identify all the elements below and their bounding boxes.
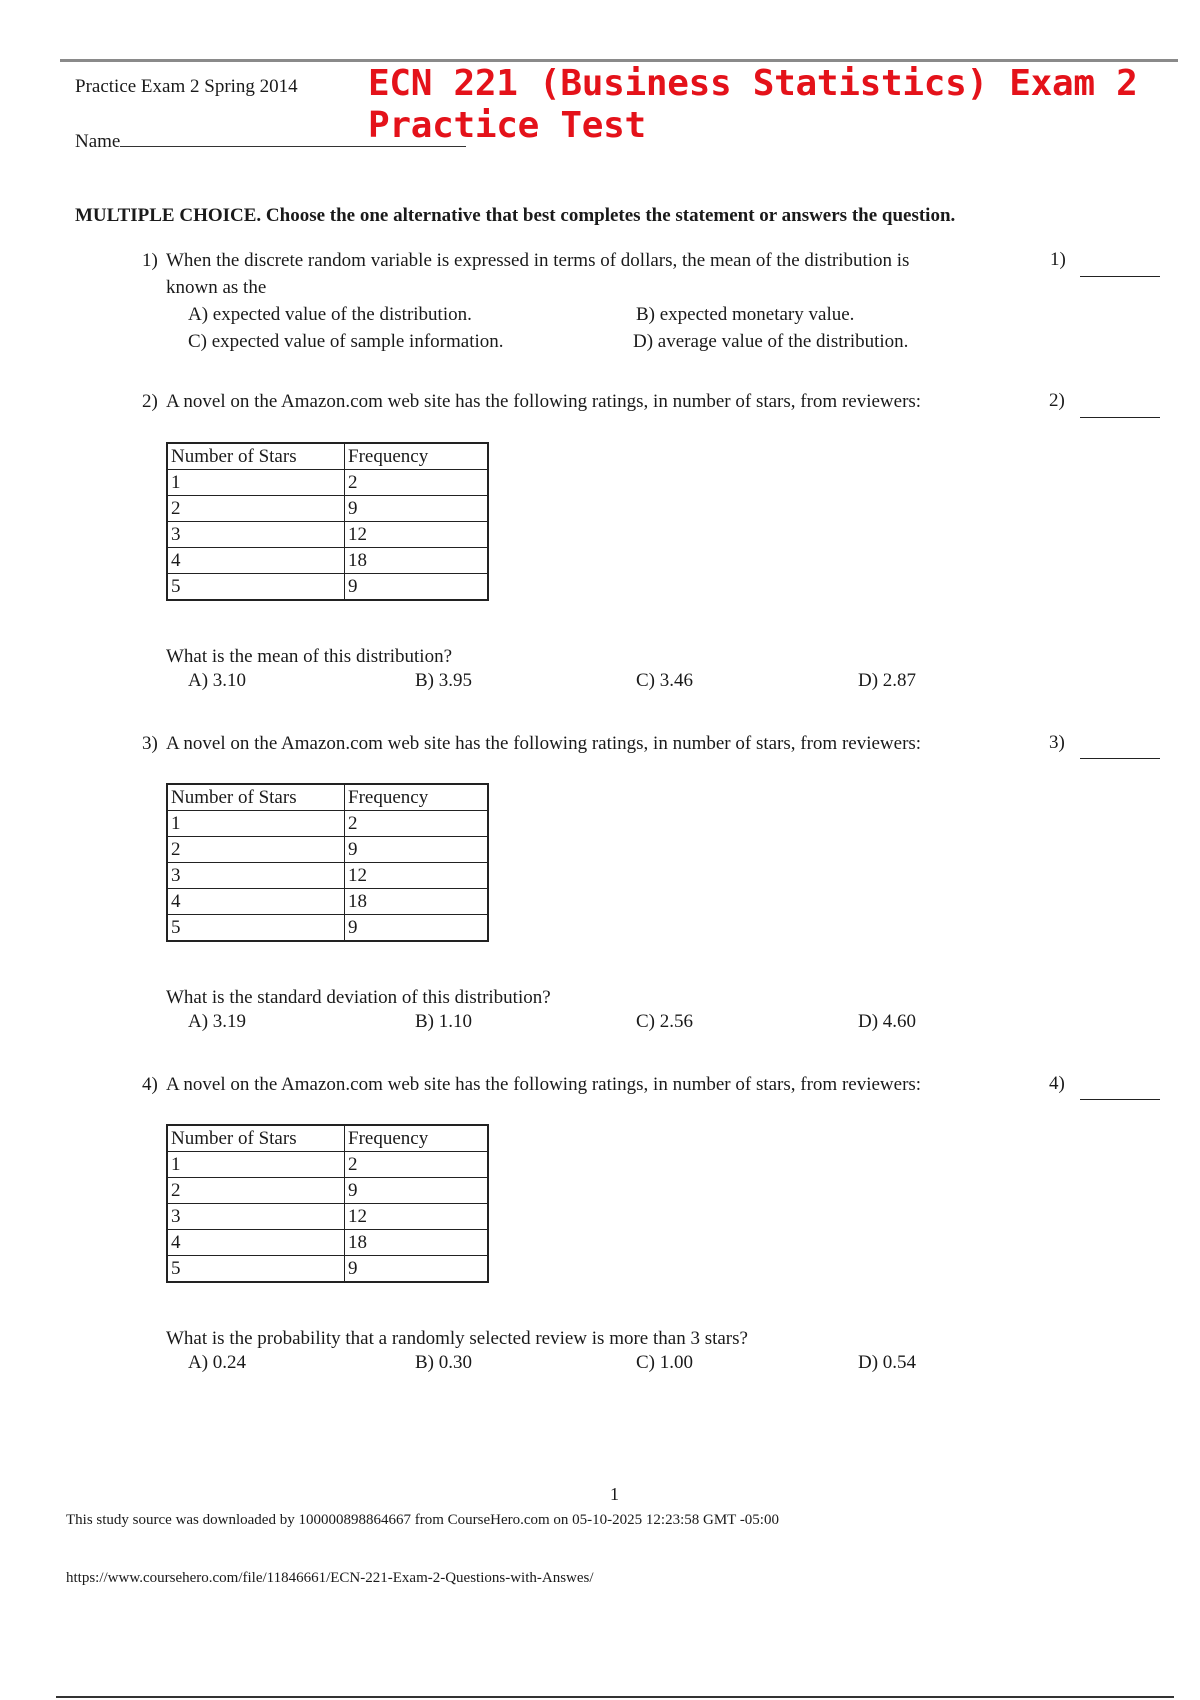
table-cell: 4 — [167, 889, 345, 915]
page-number: 1 — [610, 1484, 619, 1504]
page-title — [368, 63, 1137, 147]
ratings-table-q2 — [166, 442, 489, 601]
table-row — [167, 496, 488, 522]
q1-option-b: B) expected monetary value. — [636, 304, 855, 325]
q2-option-b: B) 3.95 — [415, 670, 472, 691]
table-cell: 5 — [167, 915, 345, 942]
table-row — [167, 889, 488, 915]
question-1-number: 1) — [142, 250, 158, 271]
q3-option-c: C) 2.56 — [636, 1011, 693, 1032]
table-cell: 12 — [345, 863, 489, 889]
question-3-number: 3) — [142, 733, 158, 754]
table-cell: 4 — [167, 1230, 345, 1256]
answer-label-3: 3) — [1049, 732, 1065, 753]
table-cell: 3 — [167, 863, 345, 889]
top-rule — [60, 59, 1178, 62]
table-header: Frequency — [345, 1125, 489, 1152]
q1-option-c: C) expected value of sample information. — [188, 331, 504, 352]
table-row — [167, 522, 488, 548]
answer-label-2: 2) — [1049, 390, 1065, 411]
table-cell: 2 — [345, 811, 489, 837]
name-label: Name — [75, 131, 121, 152]
q2-option-c: C) 3.46 — [636, 670, 693, 691]
table-cell: 5 — [167, 1256, 345, 1283]
table-row — [167, 863, 488, 889]
table-row — [167, 470, 488, 496]
question-3-line-1: A novel on the Amazon.com web site has the following ratings, in number of stars, from reviewers: — [166, 733, 922, 754]
q3-option-d: D) 4.60 — [858, 1011, 917, 1032]
q4-option-b: B) 0.30 — [415, 1352, 472, 1373]
table-row — [167, 548, 488, 574]
table-cell: 2 — [345, 1152, 489, 1178]
q1-option-a: A) expected value of the distribution. — [188, 304, 472, 325]
q3-option-a: A) 3.19 — [188, 1011, 247, 1032]
answer-blank-4[interactable] — [1080, 1098, 1160, 1100]
q4-option-a: A) 0.24 — [188, 1352, 247, 1373]
q2-option-a: A) 3.10 — [188, 670, 247, 691]
answer-blank-2[interactable] — [1080, 416, 1160, 418]
table-row — [167, 837, 488, 863]
question-2-prompt: What is the mean of this distribution? — [166, 646, 453, 667]
source-url[interactable]: https://www.coursehero.com/file/11846661/ECN-221-Exam-2-Questions-with-Answes/ — [66, 1570, 594, 1586]
table-cell: 9 — [345, 574, 489, 601]
table-cell: 3 — [167, 522, 345, 548]
answer-label-4: 4) — [1049, 1073, 1065, 1094]
table-row — [167, 1230, 488, 1256]
exam-label: Practice Exam 2 Spring 2014 — [75, 76, 298, 97]
table-row — [167, 1256, 488, 1283]
q1-option-d: D) average value of the distribution. — [633, 331, 909, 352]
table-cell: 4 — [167, 548, 345, 574]
question-1-line-2: known as the — [166, 277, 267, 298]
ratings-table-q4 — [166, 1124, 489, 1283]
table-header: Frequency — [345, 784, 489, 811]
q4-option-c: C) 1.00 — [636, 1352, 693, 1373]
question-2-line-1: A novel on the Amazon.com web site has the following ratings, in number of stars, from reviewers: — [166, 391, 922, 412]
table-cell: 9 — [345, 496, 489, 522]
question-2-number: 2) — [142, 391, 158, 412]
download-note: This study source was downloaded by 100000898864667 from CourseHero.com on 05-10-2025 12:23:58 GMT -05:00 — [66, 1512, 779, 1528]
table-row — [167, 1178, 488, 1204]
question-4-number: 4) — [142, 1074, 158, 1095]
table-cell: 12 — [345, 522, 489, 548]
table-header: Number of Stars — [167, 784, 345, 811]
table-header: Frequency — [345, 443, 489, 470]
question-1-line-1: When the discrete random variable is expressed in terms of dollars, the mean of the distribution is — [166, 250, 910, 271]
table-cell: 9 — [345, 837, 489, 863]
answer-blank-1[interactable] — [1080, 275, 1160, 277]
table-row — [167, 1152, 488, 1178]
q3-option-b: B) 1.10 — [415, 1011, 472, 1032]
table-cell: 12 — [345, 1204, 489, 1230]
table-header-row — [167, 784, 488, 811]
table-cell: 9 — [345, 1256, 489, 1283]
title-line-2: Practice Test — [368, 105, 646, 146]
question-3-prompt: What is the standard deviation of this distribution? — [166, 987, 551, 1008]
instructions: MULTIPLE CHOICE. Choose the one alternative that best completes the statement or answers the question. — [75, 205, 956, 226]
table-cell: 1 — [167, 811, 345, 837]
table-cell: 9 — [345, 915, 489, 942]
q4-option-d: D) 0.54 — [858, 1352, 917, 1373]
table-header: Number of Stars — [167, 1125, 345, 1152]
table-row — [167, 1204, 488, 1230]
table-cell: 2 — [167, 496, 345, 522]
table-cell: 2 — [345, 470, 489, 496]
answer-blank-3[interactable] — [1080, 757, 1160, 759]
title-line-1: ECN 221 (Business Statistics) Exam 2 — [368, 63, 1138, 104]
table-cell: 18 — [345, 1230, 489, 1256]
table-cell: 5 — [167, 574, 345, 601]
table-cell: 18 — [345, 548, 489, 574]
table-cell: 2 — [167, 837, 345, 863]
table-header: Number of Stars — [167, 443, 345, 470]
table-row — [167, 811, 488, 837]
question-4-prompt: What is the probability that a randomly selected review is more than 3 stars? — [166, 1328, 748, 1349]
question-4-line-1: A novel on the Amazon.com web site has the following ratings, in number of stars, from reviewers: — [166, 1074, 922, 1095]
table-cell: 9 — [345, 1178, 489, 1204]
answer-label-1: 1) — [1050, 249, 1066, 270]
table-row — [167, 574, 488, 601]
bottom-rule — [56, 1696, 1174, 1698]
table-row — [167, 915, 488, 942]
table-cell: 2 — [167, 1178, 345, 1204]
table-header-row — [167, 443, 488, 470]
table-cell: 3 — [167, 1204, 345, 1230]
q2-option-d: D) 2.87 — [858, 670, 917, 691]
table-cell: 1 — [167, 1152, 345, 1178]
table-header-row — [167, 1125, 488, 1152]
ratings-table-q3 — [166, 783, 489, 942]
table-cell: 1 — [167, 470, 345, 496]
table-cell: 18 — [345, 889, 489, 915]
